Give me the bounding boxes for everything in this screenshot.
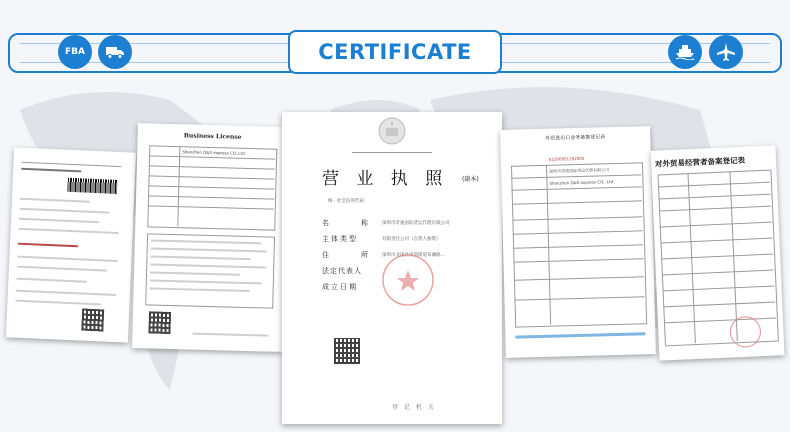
qr-code-icon xyxy=(81,309,104,332)
established-date-label: 成立日期 xyxy=(322,283,358,291)
legal-rep-label: 法定代表人 xyxy=(322,267,362,275)
official-seal-icon xyxy=(728,314,763,349)
name-value: 深圳市奇速国际货运代理有限公司 xyxy=(382,221,450,226)
qr-code-icon xyxy=(334,338,360,364)
filing-number: 02200051192003 xyxy=(548,155,585,162)
document-title: 营 业 执 照 xyxy=(322,169,449,189)
national-emblem-icon xyxy=(377,116,407,146)
document-title: 外贸进出口业务备案登记表 xyxy=(545,134,606,142)
fba-badge-icon: FBA xyxy=(58,35,92,69)
document-business-license-chinese xyxy=(282,112,502,424)
document-title: 对外贸易经营者备案登记表 xyxy=(654,155,746,169)
ship-icon xyxy=(668,35,702,69)
document-business-license-english xyxy=(132,123,288,352)
address-label: 住 所 xyxy=(322,251,374,259)
type-label: 主体类型 xyxy=(322,235,358,243)
credit-code-label: 统一社会信用代码 xyxy=(328,199,364,204)
document-foreign-trade-record xyxy=(650,145,784,360)
truck-icon xyxy=(98,35,132,69)
official-seal-icon xyxy=(380,252,436,308)
document-customs-form xyxy=(6,147,136,342)
page-title: CERTIFICATE xyxy=(288,30,502,74)
document-subtitle: (副本) xyxy=(462,176,479,183)
airplane-icon xyxy=(709,35,743,69)
barcode-icon xyxy=(67,178,118,194)
document-filing-form xyxy=(500,126,656,358)
company-name-en: Shenzhen Q&S express CO., Ltd xyxy=(549,179,614,186)
qr-code-icon xyxy=(148,311,171,334)
name-label: 名 称 xyxy=(322,219,374,227)
document-title: Business License xyxy=(183,132,242,141)
company-name: Shenzhen Q&S express CO.,Ltd xyxy=(182,149,245,156)
address-value: 深圳市龙岗区南湾街道布澜路... xyxy=(382,253,445,258)
type-value: 有限责任公司（自然人独资） xyxy=(382,237,441,242)
registry-authority-label: 登 记 机 关 xyxy=(392,404,436,411)
company-name-cn: 深圳市奇速国际货运代理有限公司 xyxy=(549,167,610,174)
